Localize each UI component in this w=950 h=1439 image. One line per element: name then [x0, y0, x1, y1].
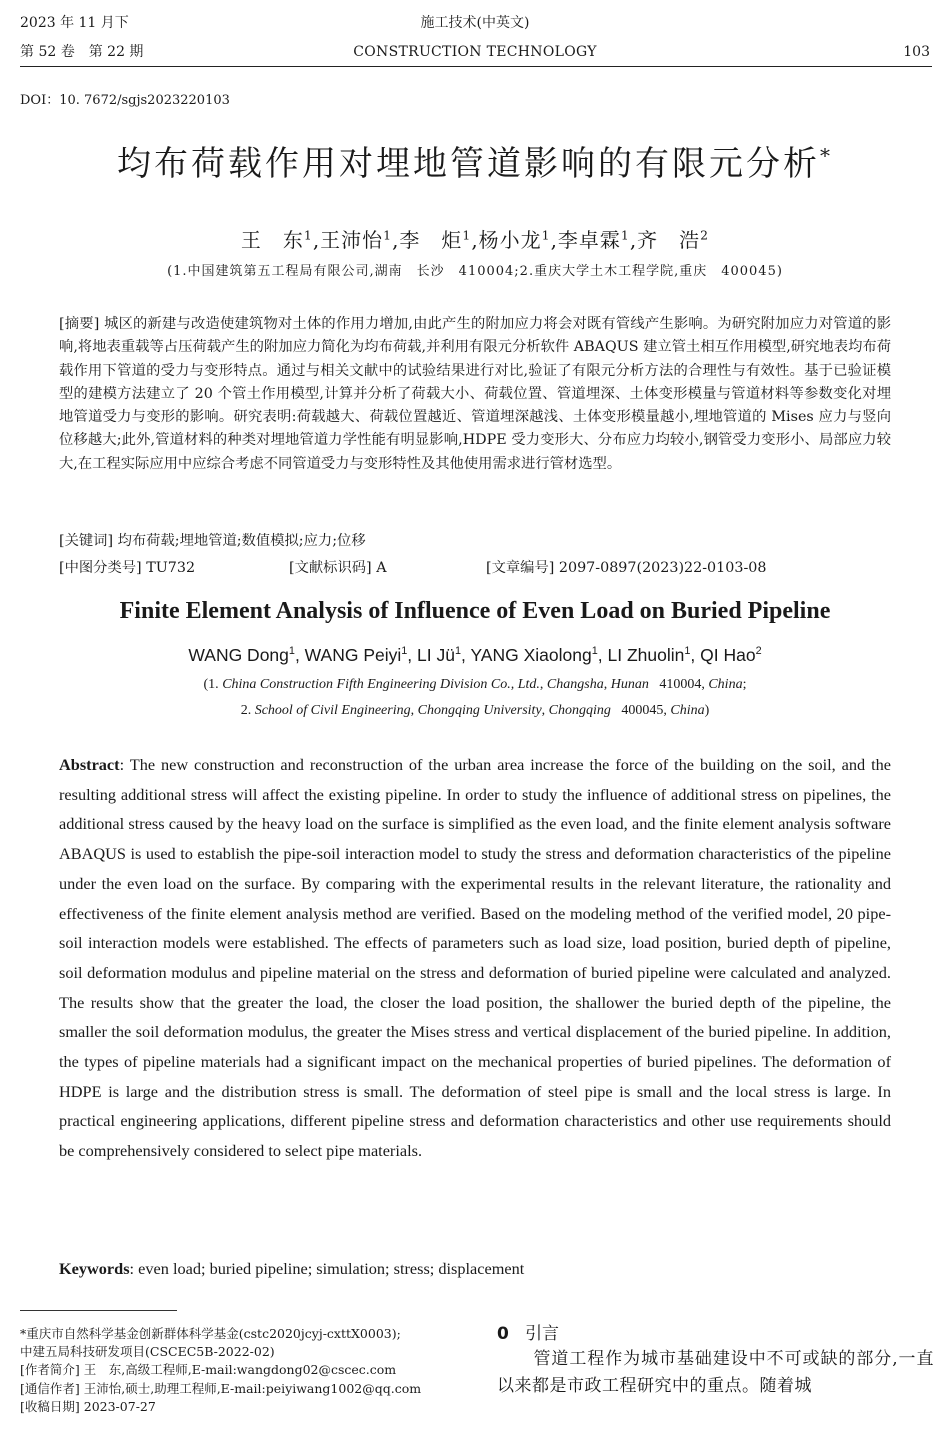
- aff-en-1-close: ;: [742, 677, 747, 692]
- aff-en-1-city: Changsha: [546, 677, 604, 692]
- section-heading: [497, 1319, 559, 1344]
- author-cn: 李 炬: [399, 228, 463, 252]
- author-cn: 齐 浩: [637, 228, 701, 252]
- aff-en-2-open: 2.: [240, 703, 252, 718]
- aff-en-2-univ: Chongqing University: [417, 703, 542, 718]
- paper-title-en: Finite Element Analysis of Influence of Even Load on Buried Pipeline: [119, 598, 831, 624]
- fund-note-1: *重庆市自然科学基金创新群体科学基金(cstc2020jcyj-cxttX0003);: [20, 1326, 401, 1341]
- corresponding-author: [20, 1380, 490, 1398]
- article-number: [486, 557, 766, 579]
- aff-en-2-city: Chongqing: [548, 703, 611, 718]
- keywords-cn-text: 均布荷载;埋地管道;数值模拟;应力;位移: [117, 533, 366, 549]
- affiliation-en-2: 2. School of Civil Engineering, Chongqing University, Chongqing 400045, China): [240, 703, 710, 718]
- author-sup: 1: [401, 645, 408, 658]
- keywords-en-label: Keywords: [59, 1259, 130, 1278]
- intro-paragraph: [497, 1346, 934, 1400]
- author-sup: 2: [755, 645, 762, 658]
- volume-issue: 第 52 卷 第 22 期: [20, 44, 144, 60]
- section-number: 0: [497, 1324, 509, 1344]
- abstract-cn-text: 城区的新建与改造使建筑物对土体的作用力增加,由此产生的附加应力将会对既有管线产生影响。为研究附加应力对管道的影响,将地表重载等占压荷载产生的附加应力简化为均布荷载,并利用有限元分析软件 ABAQUS 建立管土相互作用模型,研究地表均布荷载作用下管道的受力与变形特点。通过与相关文献中的试验结果进行对比,验证了有限元分析方法的合理性与有效性。基于已验证模型的建模方法建立了 20 个管土作用模型,计算并分析了荷载大小、荷载位置、管道埋深、土体变形模量与管道材料等参数变化对埋地管道受力与变形的影响。研究表明:荷载越大、荷载位置越近、管道埋深越浅、土体变形模量越小,埋地管道的 Mises 应力与竖向位移越大;此外,管道材料的种类对埋地管道力学性能有明显影响,HDPE 受力变形大、分布应力均较小,钢管受力变形小、局部应力较大,在工程实际应用中应综合考虑不同管道受力与变形特性及其他使用需求进行管材选型。: [59, 316, 892, 472]
- clc-value: TU732: [146, 560, 196, 576]
- author-cn: 杨小龙: [478, 228, 542, 252]
- author-en: QI Hao: [700, 645, 756, 665]
- author-sup: 1: [383, 227, 393, 243]
- keywords-en: Keywords: even load; buried pipeline; simulation; stress; displacement: [59, 1259, 525, 1278]
- aff-en-1-province: Hunan: [610, 677, 649, 692]
- author-en: YANG Xiaolong: [470, 645, 592, 665]
- author-sup: 1: [288, 645, 295, 658]
- author-en: WANG Dong: [188, 645, 289, 665]
- author-sup: 1: [541, 227, 551, 243]
- fund-note-2: 中建五局科技研发项目(CSCEC5B-2022-02): [20, 1344, 275, 1359]
- authors-cn: 王 东$^1$,王沛怡$^1$,李 炬$^1$,杨小龙$^1$,李卓霖$^1$,齐 浩$^2$: [240, 227, 710, 252]
- classification-line: [59, 557, 891, 579]
- aff-en-2-code: 400045: [621, 703, 664, 718]
- keywords-cn: [59, 530, 891, 552]
- title-cn-text: 均布荷载作用对埋地管道影响的有限元分析: [117, 144, 820, 184]
- author-sup: 1: [591, 645, 598, 658]
- author-en: WANG Peiyi: [304, 645, 402, 665]
- journal-title-cn: 施工技术(中英文): [420, 15, 530, 31]
- header-rule: [20, 66, 932, 67]
- clc-label: [中图分类号]: [59, 560, 142, 576]
- abstract-en-label: Abstract: [59, 755, 120, 774]
- author-sup: 1: [462, 227, 472, 243]
- author-sup: 1: [303, 227, 313, 243]
- aff-en-2-country: China: [670, 703, 705, 718]
- author-en: LI Zhuolin: [607, 645, 685, 665]
- author-cn: 王沛怡: [320, 228, 384, 252]
- intro-text: 管道工程作为城市基础建设中不可或缺的部分,一直以来都是市政工程研究中的重点。随着城: [497, 1349, 934, 1396]
- keywords-en-text: even load; buried pipeline; simulation; stress; displacement: [138, 1259, 525, 1278]
- author-sup: 2: [700, 227, 710, 243]
- journal-title-en: CONSTRUCTION TECHNOLOGY: [353, 44, 597, 60]
- date-text: 2023-07-27: [83, 1399, 156, 1414]
- page-number: 103: [903, 44, 930, 60]
- article-value: 2097-0897(2023)22-0103-08: [558, 560, 767, 576]
- aff-en-1-code: 410004: [659, 677, 702, 692]
- received-date: [20, 1398, 490, 1416]
- title-fund-mark: *: [820, 143, 833, 168]
- date-label: [收稿日期]: [20, 1399, 80, 1414]
- bio-label: [作者简介]: [20, 1362, 80, 1377]
- abstract-cn: [59, 313, 891, 476]
- affiliation-cn: (1.中国建筑第五工程局有限公司,湖南 长沙 410004;2.重庆大学土木工程学院,重庆 400045): [167, 264, 783, 279]
- author-sup: 1: [454, 645, 462, 658]
- affiliation-en-1: (1. China Construction Fifth Engineering Division Co., Ltd., Changsha, Hunan 410004, China;: [203, 677, 747, 692]
- abstract-en: Abstract: The new construction and reconstruction of the urban area increase the force of the building on the soil, and the resulting additional stress will affect the existing pipeline. In order to study the influence of additional stress on pipelines, the additional stress caused by the heavy load on the surface is simplified as the even load, and the finite element analysis software ABAQUS is used to establish the pipe-soil interaction model to study the stress and deformation characteristics of the pipeline under the even load on the surface. By comparing with the experimental results in the relevant literature, the rationality and effectiveness of the finite element analysis method are verified. Based on the modeling method of the verified model, 20 pipe-soil interaction models were established. The effects of parameters such as load size, load position, buried depth of pipeline, soil deformation modulus and pipeline material on the stress and deformation of buried pipeline were calculated and analyzed. The results show that the greater the load, the closer the load position, the shallower the buried depth of the pipeline, the smaller the soil deformation modulus, the greater the Mises stress and vertical displacement of the buried pipeline. In addition, the types of pipeline materials had a significant impact on the mechanical properties of buried pipelines. The deformation of HDPE is large and the distribution stress is small. The deformation of steel pipe is small and the local stress is large. In practical engineering applications, different pipeline stress and deformation characteristics and other use requirements should be comprehensively considered to select pipe materials.: [59, 755, 891, 1161]
- section-title: 引言: [525, 1324, 560, 1344]
- aff-en-2-org: School of Civil Engineering: [254, 703, 411, 718]
- footnote-rule: [20, 1310, 177, 1311]
- doi: DOI：10. 7672/sgjs2023220103: [20, 93, 230, 108]
- author-sup: 1: [684, 645, 691, 658]
- author-sup: 1: [620, 227, 630, 243]
- author-cn: 王 东: [240, 228, 304, 252]
- bio-text: 王 东,高级工程师,E-mail:wangdong02@cscec.com: [83, 1362, 397, 1377]
- aff-en-1-country: China: [708, 677, 743, 692]
- abstract-cn-label: [摘要]: [59, 316, 100, 332]
- aff-en-1-org: China Construction Fifth Engineering Division Co., Ltd.: [222, 677, 540, 692]
- doc-label: [文献标识码]: [289, 560, 372, 576]
- author-en: LI Jü: [417, 645, 455, 665]
- article-label: [文章编号]: [486, 560, 555, 576]
- abstract-en-text: The new construction and reconstruction of the urban area increase the force of the building on the soil, and the resulting additional stress will affect the existing pipeline. In order to study the influence of additional stress on pipelines, the additional stress caused by the heavy load on the surface is simplified as the even load, and the finite element analysis software ABAQUS is used to establish the pipe-soil interaction model to study the stress and deformation characteristics of the pipeline under the even load on the surface. By comparing with the experimental results in the relevant literature, the rationality and effectiveness of the finite element analysis method are verified. Based on the modeling method of the verified model, 20 pipe-soil interaction models were established. The effects of parameters such as load size, load position, buried depth of pipeline, soil deformation modulus and pipeline material on the stress and deformation of buried pipeline were calculated and analyzed. The results show that the greater the load, the closer the load position, the shallower the buried depth of the pipeline, the smaller the soil deformation modulus, the greater the Mises stress and vertical displacement of the buried pipeline. In addition, the types of pipeline materials had a significant impact on the mechanical properties of buried pipelines. The deformation of HDPE is large and the distribution stress is small. The deformation of steel pipe is small and the local stress is large. In practical engineering applications, different pipeline stress and deformation characteristics and other use requirements should be comprehensively considered to select pipe materials.: [59, 755, 891, 1161]
- author-cn: 李卓霖: [557, 228, 621, 252]
- aff-en-1-open: (1.: [203, 677, 219, 692]
- paper-title-cn: [0, 136, 950, 185]
- aff-en-2-close: ): [704, 703, 710, 718]
- doc-code: [289, 557, 387, 579]
- corr-text: 王沛怡,硕士,助理工程师,E-mail:peiyiwang1002@qq.com: [83, 1381, 422, 1396]
- keywords-cn-label: [关键词]: [59, 533, 114, 549]
- corr-label: [通信作者]: [20, 1381, 80, 1396]
- author-bio: [20, 1361, 490, 1379]
- doc-value: A: [376, 560, 387, 576]
- authors-en: WANG Dong$^1$, WANG Peiyi$^1$, LI $Jü^1$, YANG Xiaolong$^1$, LI Zhuolin$^1$, QI Hao$^2$: [188, 645, 762, 665]
- issue-date: 2023 年 11 月下: [20, 15, 129, 31]
